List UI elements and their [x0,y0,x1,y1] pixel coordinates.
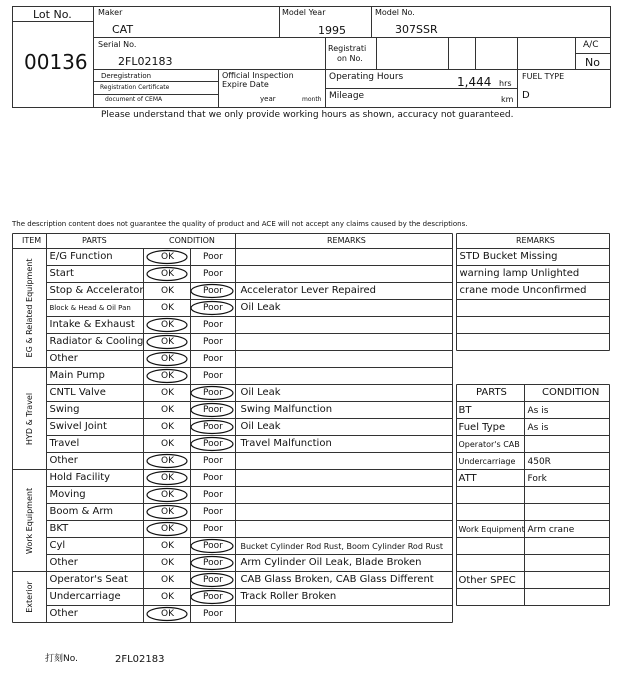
group-label: HYD & Travel [24,392,34,445]
side-part-name: Other SPEC [458,574,516,586]
poor-option: Poor [203,608,223,619]
registration-certificate-label: Registration Certificate [100,84,170,91]
ok-option: OK [161,608,174,619]
remark-text: Accelerator Lever Repaired [240,284,377,296]
operating-hours-label: Operating Hours [329,72,404,82]
model-year-value: 1995 [318,24,346,37]
part-name: Stop & Accelerator [49,284,144,296]
part-name: Main Pump [49,369,105,381]
operating-hours-value: 1,444 [457,75,492,89]
side-condition-header: CONDITION [542,387,600,398]
part-name: Hold Facility [49,471,111,483]
remark-text: Oil Leak [240,386,281,398]
remark-text: Travel Malfunction [240,437,332,449]
poor-option: Poor [203,557,223,568]
remark-text: Swing Malfunction [240,403,333,415]
side-remarks-header: REMARKS [516,236,555,245]
ok-option: OK [161,268,174,279]
serial-label: Serial No. [98,40,137,49]
cema-label: document of CEMA [105,96,163,103]
hours-disclaimer: Please understand that we only provide working hours as shown, accuracy not guaranteed. [101,110,514,120]
col-header-condition: CONDITION [169,236,215,245]
side-part-condition: Fork [527,473,547,484]
km-label: km [501,95,514,104]
poor-option: Poor [203,438,223,449]
part-name: CNTL Valve [49,386,106,398]
side-part-name: Undercarriage [458,456,516,466]
remark-text: Track Roller Broken [240,590,337,602]
poor-option: Poor [203,319,223,330]
poor-option: Poor [203,506,223,517]
remark-text: Arm Cylinder Oil Leak, Blade Broken [240,556,422,568]
remark-text: CAB Glass Broken, CAB Glass Different [240,573,434,585]
ok-option: OK [161,557,174,568]
ok-option: OK [161,353,174,364]
ok-option: OK [161,574,174,585]
ok-option: OK [161,591,174,602]
serial-value: 2FL02183 [118,55,173,68]
model-no-label: Model No. [375,8,415,17]
model-year-label: Model Year [282,8,326,17]
side-part-name: Fuel Type [458,421,506,433]
ok-option: OK [161,455,174,466]
part-name: Travel [49,437,80,449]
ok-option: OK [161,370,174,381]
remark-text: Bucket Cylinder Rod Rust, Boom Cylinder Rod Rust [240,541,444,551]
part-name: Swing [49,403,80,415]
registration-label: Registrati [328,44,367,53]
quality-disclaimer: The description content does not guarantee the quality of product and ACE will not accept any claims caused by the descriptions. [12,220,468,228]
poor-option: Poor [203,268,223,279]
col-header-remarks: REMARKS [327,236,366,245]
poor-option: Poor [203,387,223,398]
side-part-name: BT [458,404,472,416]
ok-option: OK [161,319,174,330]
group-label: Exterior [24,581,34,613]
side-part-name: ATT [458,472,477,484]
ok-option: OK [161,285,174,296]
poor-option: Poor [203,302,223,313]
month-label: month [302,96,322,103]
side-remark-line: STD Bucket Missing [459,250,558,262]
inspection-label: Official Inspection [222,71,294,80]
group-label: Work Equipment [24,487,34,554]
poor-option: Poor [203,591,223,602]
part-name: Operator's Seat [49,573,128,585]
side-part-name: Operator's CAB [458,439,520,449]
ok-option: OK [161,404,174,415]
part-name: Boom & Arm [49,505,114,517]
stamp-value: 2FL02183 [115,654,165,665]
remark-text: Oil Leak [240,420,281,432]
ok-option: OK [161,472,174,483]
model-no-value: 307SSR [395,23,438,36]
poor-option: Poor [203,285,223,296]
lot-label: Lot No. [33,8,72,21]
side-part-name: Work Equipment [458,524,525,534]
part-name: Other [49,454,78,466]
inspection-label-2: Expire Date [222,80,269,89]
part-name: Other [49,556,78,568]
part-name: Moving [49,488,86,500]
ok-option: OK [161,387,174,398]
poor-option: Poor [203,540,223,551]
part-name: Start [49,267,74,279]
remark-text: Oil Leak [240,301,281,313]
ok-option: OK [161,302,174,313]
fuel-type-label: FUEL TYPE [522,72,565,81]
group-label: EG & Related Equipment [24,258,34,358]
poor-option: Poor [203,251,223,262]
ok-option: OK [161,336,174,347]
ok-option: OK [161,489,174,500]
side-part-condition: Arm crane [527,524,575,535]
col-header-parts: PARTS [82,236,107,245]
ok-option: OK [161,438,174,449]
side-part-condition: As is [527,405,549,416]
poor-option: Poor [203,455,223,466]
ok-option: OK [161,506,174,517]
poor-option: Poor [203,472,223,483]
side-parts-header: PARTS [476,387,507,398]
part-name: Block & Head & Oil Pan [49,303,131,312]
ac-value: No [585,56,600,69]
maker-value: CAT [112,23,134,36]
part-name: Undercarriage [49,590,121,602]
maker-label: Maker [98,8,123,17]
poor-option: Poor [203,421,223,432]
deregistration-label: Deregistration [101,72,152,80]
poor-option: Poor [203,353,223,364]
fuel-type-value: D [522,90,530,101]
ok-option: OK [161,251,174,262]
hrs-label: hrs [499,79,512,88]
poor-option: Poor [203,370,223,381]
mileage-label: Mileage [329,91,365,101]
year-label: year [260,95,276,103]
part-name: Swivel Joint [49,420,107,432]
part-name: Radiator & Cooling [49,335,144,347]
poor-option: Poor [203,574,223,585]
stamp-label: 打刻No. [45,654,78,664]
part-name: Cyl [49,539,66,551]
part-name: Other [49,607,78,619]
ac-label: A/C [583,40,599,50]
poor-option: Poor [203,523,223,534]
poor-option: Poor [203,489,223,500]
part-name: E/G Function [49,250,113,262]
ok-option: OK [161,421,174,432]
side-remark-line: crane mode Unconfirmed [459,284,587,296]
ok-option: OK [161,523,174,534]
part-name: Intake & Exhaust [49,318,135,330]
lot-number: 00136 [24,50,88,74]
part-name: BKT [49,522,69,534]
side-remark-line: warning lamp Unlighted [459,267,580,279]
ok-option: OK [161,540,174,551]
part-name: Other [49,352,78,364]
poor-option: Poor [203,336,223,347]
col-header-item: ITEM [22,236,42,245]
side-part-condition: As is [527,422,549,433]
poor-option: Poor [203,404,223,415]
registration-label-2: on No. [337,54,363,63]
side-part-condition: 450R [527,456,551,467]
